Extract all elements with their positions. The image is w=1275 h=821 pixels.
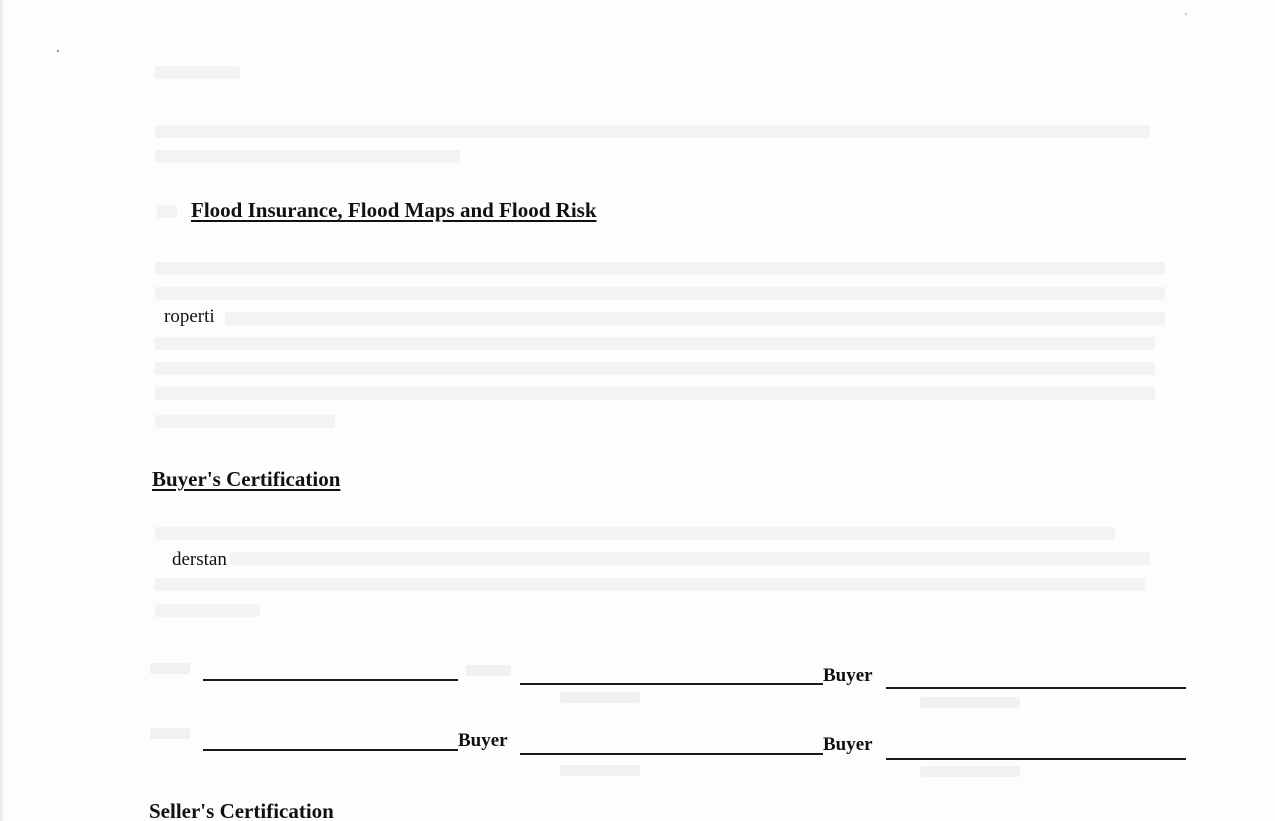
faded-text-line: [155, 387, 1155, 400]
text-fragment: roperti: [164, 306, 215, 327]
buyer-label: Buyer: [823, 734, 873, 755]
faded-caption: [560, 692, 640, 703]
faded-caption: [920, 766, 1020, 777]
buyers-certification-heading: Buyer's Certification: [152, 467, 341, 491]
faded-label: [466, 665, 511, 676]
signature-line[interactable]: [886, 687, 1186, 689]
faded-text-line: [155, 150, 460, 163]
faded-caption: [560, 765, 640, 776]
buyer-label: Buyer: [823, 665, 873, 686]
faded-text-line: [155, 578, 1145, 591]
faded-text-line: [155, 125, 1150, 138]
scan-speck: [57, 50, 59, 52]
flood-insurance-heading: Flood Insurance, Flood Maps and Flood Risk: [191, 198, 597, 222]
page-edge-shadow: [0, 0, 4, 821]
faded-text-line: [230, 552, 1150, 565]
signature-line[interactable]: [203, 749, 458, 751]
faded-text-line: [155, 66, 240, 79]
text-fragment: derstan: [172, 549, 227, 570]
signature-line[interactable]: [886, 758, 1186, 760]
faded-text-line: [155, 262, 1165, 275]
faded-date-label: [150, 663, 190, 674]
signature-line[interactable]: [520, 753, 823, 755]
faded-section-number: [157, 205, 177, 218]
faded-text-line: [155, 362, 1155, 375]
faded-text-line: [225, 312, 1165, 325]
faded-text-line: [155, 527, 1115, 540]
signature-line[interactable]: [203, 679, 458, 681]
sellers-certification-heading: Seller's Certification: [149, 799, 334, 821]
faded-text-line: [155, 287, 1165, 300]
scan-speck: [1185, 13, 1187, 15]
signature-line[interactable]: [520, 683, 823, 685]
faded-caption: [920, 697, 1020, 708]
faded-text-line: [155, 337, 1155, 350]
buyer-label: Buyer: [458, 730, 508, 751]
faded-text-line: [155, 604, 260, 617]
faded-text-line: [155, 415, 335, 428]
faded-date-label: [150, 728, 190, 739]
